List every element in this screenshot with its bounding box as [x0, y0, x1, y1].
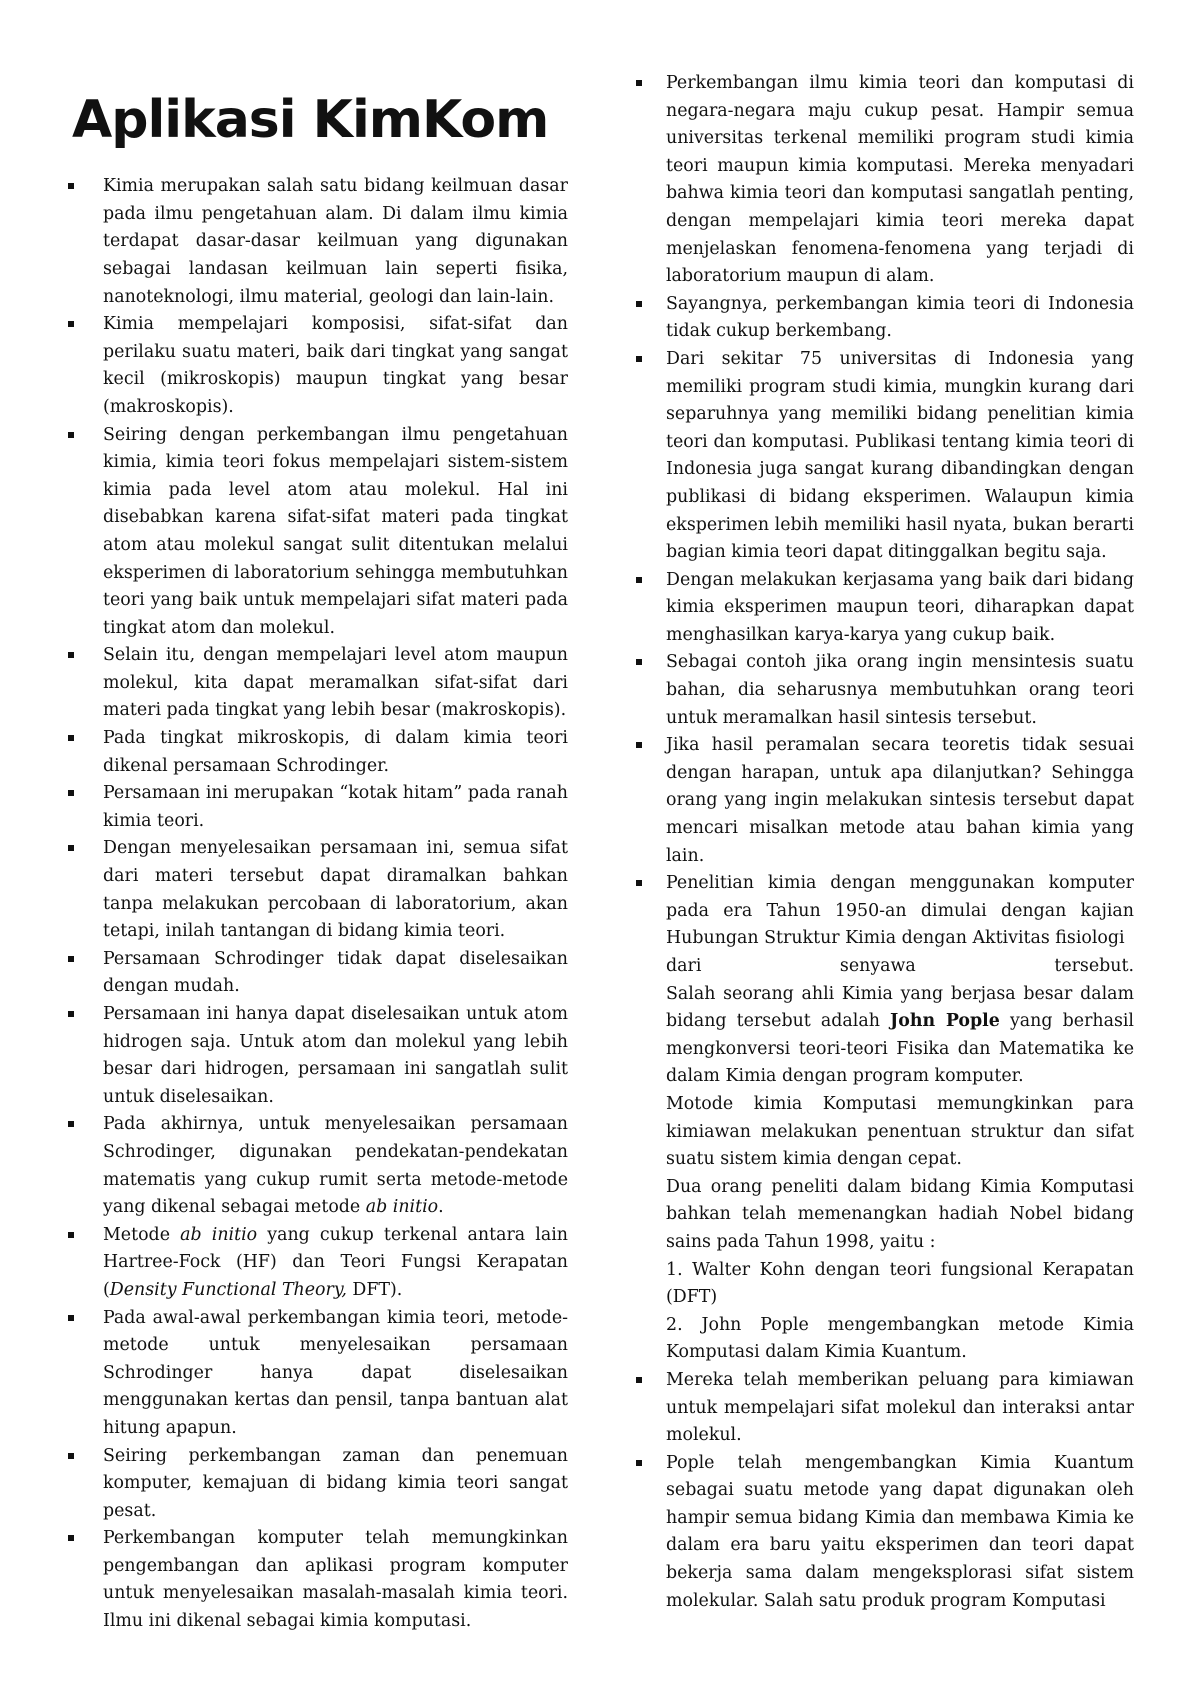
left-column — [68, 82, 568, 1636]
list-item: Seiring dengan perkembangan ilmu pengetahuan kimia, kimia teori fokus mempelajari sistem-sistem kimia pada level atom atau molekul. Hal ini disebabkan karena sifat-sifat materi pada tingkat atom atau molekul sangat sulit ditentukan melalui eksperimen di laboratorium sehingga membutuhkan teori yang baik untuk mempelajari sifat materi pada tingkat atom dan molekul. — [68, 422, 568, 643]
list-item: Pople telah mengembangkan Kimia Kuantum sebagai suatu metode yang dapat digunakan oleh hampir semua bidang Kimia dan membawa Kimia ke dalam era baru yaitu eksperimen dan teori dapat bekerja sama dalam mengeksplorasi sifat sistem molekular. Salah satu produk program Komputasi — [628, 1450, 1134, 1616]
right-column — [628, 70, 1134, 1615]
ab-initio-end: . — [438, 1197, 444, 1218]
page-title: Aplikasi KimKom — [72, 90, 549, 150]
hf-text-3: DFT). — [346, 1279, 403, 1300]
hf-text-2: yang cukup terkenal antara lain Hartree-Fock (HF) dan Teori Fungsi Kerapatan ( — [103, 1224, 568, 1300]
research-nobel-item-2: 2. John Pople mengembangkan metode Kimia Komputasi dalam Kimia Kuantum. — [666, 1314, 1134, 1363]
list-item: Persamaan ini merupakan “kotak hitam” pada ranah kimia teori. — [68, 780, 568, 835]
list-item: Sayangnya, perkembangan kimia teori di Indonesia tidak cukup berkembang. — [628, 291, 1134, 346]
list-item-research — [628, 870, 1134, 1367]
list-item: Sebagai contoh jika orang ingin mensintesis suatu bahan, dia seharusnya membutuhkan orang teori untuk meramalkan hasil sintesis tersebut. — [628, 649, 1134, 732]
ab-initio-text: Pada akhirnya, untuk menyelesaikan persamaan Schrodinger, digunakan pendekatan-pendekatan matematis yang cukup rumit serta metode-metode yang dikenal sebagai metode — [103, 1114, 568, 1218]
list-item: Persamaan Schrodinger tidak dapat diselesaikan dengan mudah. — [68, 946, 568, 1001]
list-item: Dari sekitar 75 universitas di Indonesia yang memiliki program studi kimia, mungkin kurang dari separuhnya yang memiliki bidang penelitian kimia teori dan komputasi. Publikasi tentang kimia teori di Indonesia juga sangat kurang dibandingkan dengan publikasi di bidang eksperimen. Walaupun kimia eksperimen lebih memiliki hasil nyata, bukan berarti bagian kimia teori dapat ditinggalkan begitu saja. — [628, 346, 1134, 567]
list-item: Persamaan ini hanya dapat diselesaikan untuk atom hidrogen saja. Untuk atom dan molekul yang lebih besar dari hidrogen, persamaan ini sangatlah sulit untuk diselesaikan. — [68, 1001, 568, 1111]
hf-text-1: Metode — [103, 1224, 181, 1245]
list-item: Pada tingkat mikroskopis, di dalam kimia teori dikenal persamaan Schrodinger. — [68, 725, 568, 780]
list-item: Seiring perkembangan zaman dan penemuan komputer, kemajuan di bidang kimia teori sangat pesat. — [68, 1443, 568, 1526]
list-item: Pada awal-awal perkembangan kimia teori, metode-metode untuk menyelesaikan persamaan Schrodinger hanya dapat diselesaikan menggunakan kertas dan pensil, tanpa bantuan alat hitung apapun. — [68, 1305, 568, 1443]
hf-term-ab-initio: ab initio — [180, 1224, 258, 1245]
left-bullet-list — [68, 173, 568, 1635]
list-item: Jika hasil peramalan secara teoretis tidak sesuai dengan harapan, untuk apa dilanjutkan? Sehingga orang yang ingin melakukan sintesis tersebut dapat mencari misalkan metode atau bahan kimia yang lain. — [628, 732, 1134, 870]
list-item: Selain itu, dengan mempelajari level atom maupun molekul, kita dapat meramalkan sifat-sifat dari materi pada tingkat yang lebih besar (makroskopis). — [68, 642, 568, 725]
research-nobel-paragraph: Dua orang peneliti dalam bidang Kimia Komputasi bahkan telah memenangkan hadiah Nobel bidang sains pada Tahun 1998, yaitu : — [666, 1176, 1134, 1252]
list-item: Perkembangan komputer telah memungkinkan pengembangan dan aplikasi program komputer untuk menyelesaikan masalah-masalah kimia teori. Ilmu ini dikenal sebagai kimia komputasi. — [68, 1525, 568, 1635]
list-item: Dengan melakukan kerjasama yang baik dari bidang kimia eksperimen maupun teori, diharapkan dapat menghasilkan karya-karya yang cukup baik. — [628, 567, 1134, 650]
research-nobel-item-1: 1. Walter Kohn dengan teori fungsional Kerapatan (DFT) — [666, 1259, 1134, 1308]
research-pople-text-b: yang berhasil mengkonversi teori-teori Fisika dan Matematika ke dalam Kimia dengan program komputer. — [666, 1011, 1134, 1087]
research-method-paragraph: Motode kimia Komputasi memungkinkan para kimiawan melakukan penentuan struktur dan sifat suatu sistem kimia dengan cepat. — [666, 1093, 1134, 1170]
list-item: Mereka telah memberikan peluang para kimiawan untuk mempelajari sifat molekul dan interaksi antar molekul. — [628, 1367, 1134, 1450]
list-item — [68, 1222, 568, 1305]
research-pople-text-a: Salah seorang ahli Kimia yang berjasa besar dalam bidang tersebut adalah — [666, 983, 1134, 1032]
list-item — [68, 1111, 568, 1221]
list-item: Dengan menyelesaikan persamaan ini, semua sifat dari materi tersebut dapat diramalkan bahkan tanpa melakukan percobaan di laboratorium, akan tetapi, inilah tantangan di bidang kimia teori. — [68, 835, 568, 945]
research-dari-line: dari senyawa tersebut. — [666, 956, 1134, 976]
list-item: Perkembangan ilmu kimia teori dan komputasi di negara-negara maju cukup pesat. Hampir semua universitas terkenal memiliki program studi kimia teori maupun kimia komputasi. Mereka menyadari bahwa kimia teori dan komputasi sangatlah penting, dengan mempelajari kimia teori mereka dapat menjelaskan fenomena-fenomena yang terjadi di laboratorium maupun di alam. — [628, 70, 1134, 291]
research-intro: Penelitian kimia dengan menggunakan komputer pada era Tahun 1950-an dimulai dengan kajian Hubungan Struktur Kimia dengan Aktivitas fisiologi — [666, 873, 1134, 949]
research-pople-name: John Pople — [890, 1011, 1000, 1032]
ab-initio-term: ab initio — [365, 1197, 439, 1218]
right-bullet-list — [628, 70, 1134, 1615]
list-item: Kimia merupakan salah satu bidang keilmuan dasar pada ilmu pengetahuan alam. Di dalam ilmu kimia terdapat dasar-dasar keilmuan yang digunakan sebagai landasan keilmuan lain seperti fisika, nanoteknologi, ilmu material, geologi dan lain-lain. — [68, 173, 568, 311]
list-item: Kimia mempelajari komposisi, sifat-sifat dan perilaku suatu materi, baik dari tingkat yang sangat kecil (mikroskopis) maupun tingkat yang besar (makroskopis). — [68, 311, 568, 421]
research-pople-paragraph — [666, 981, 1134, 1091]
hf-term-dft: Density Functional Theory, — [109, 1279, 347, 1300]
